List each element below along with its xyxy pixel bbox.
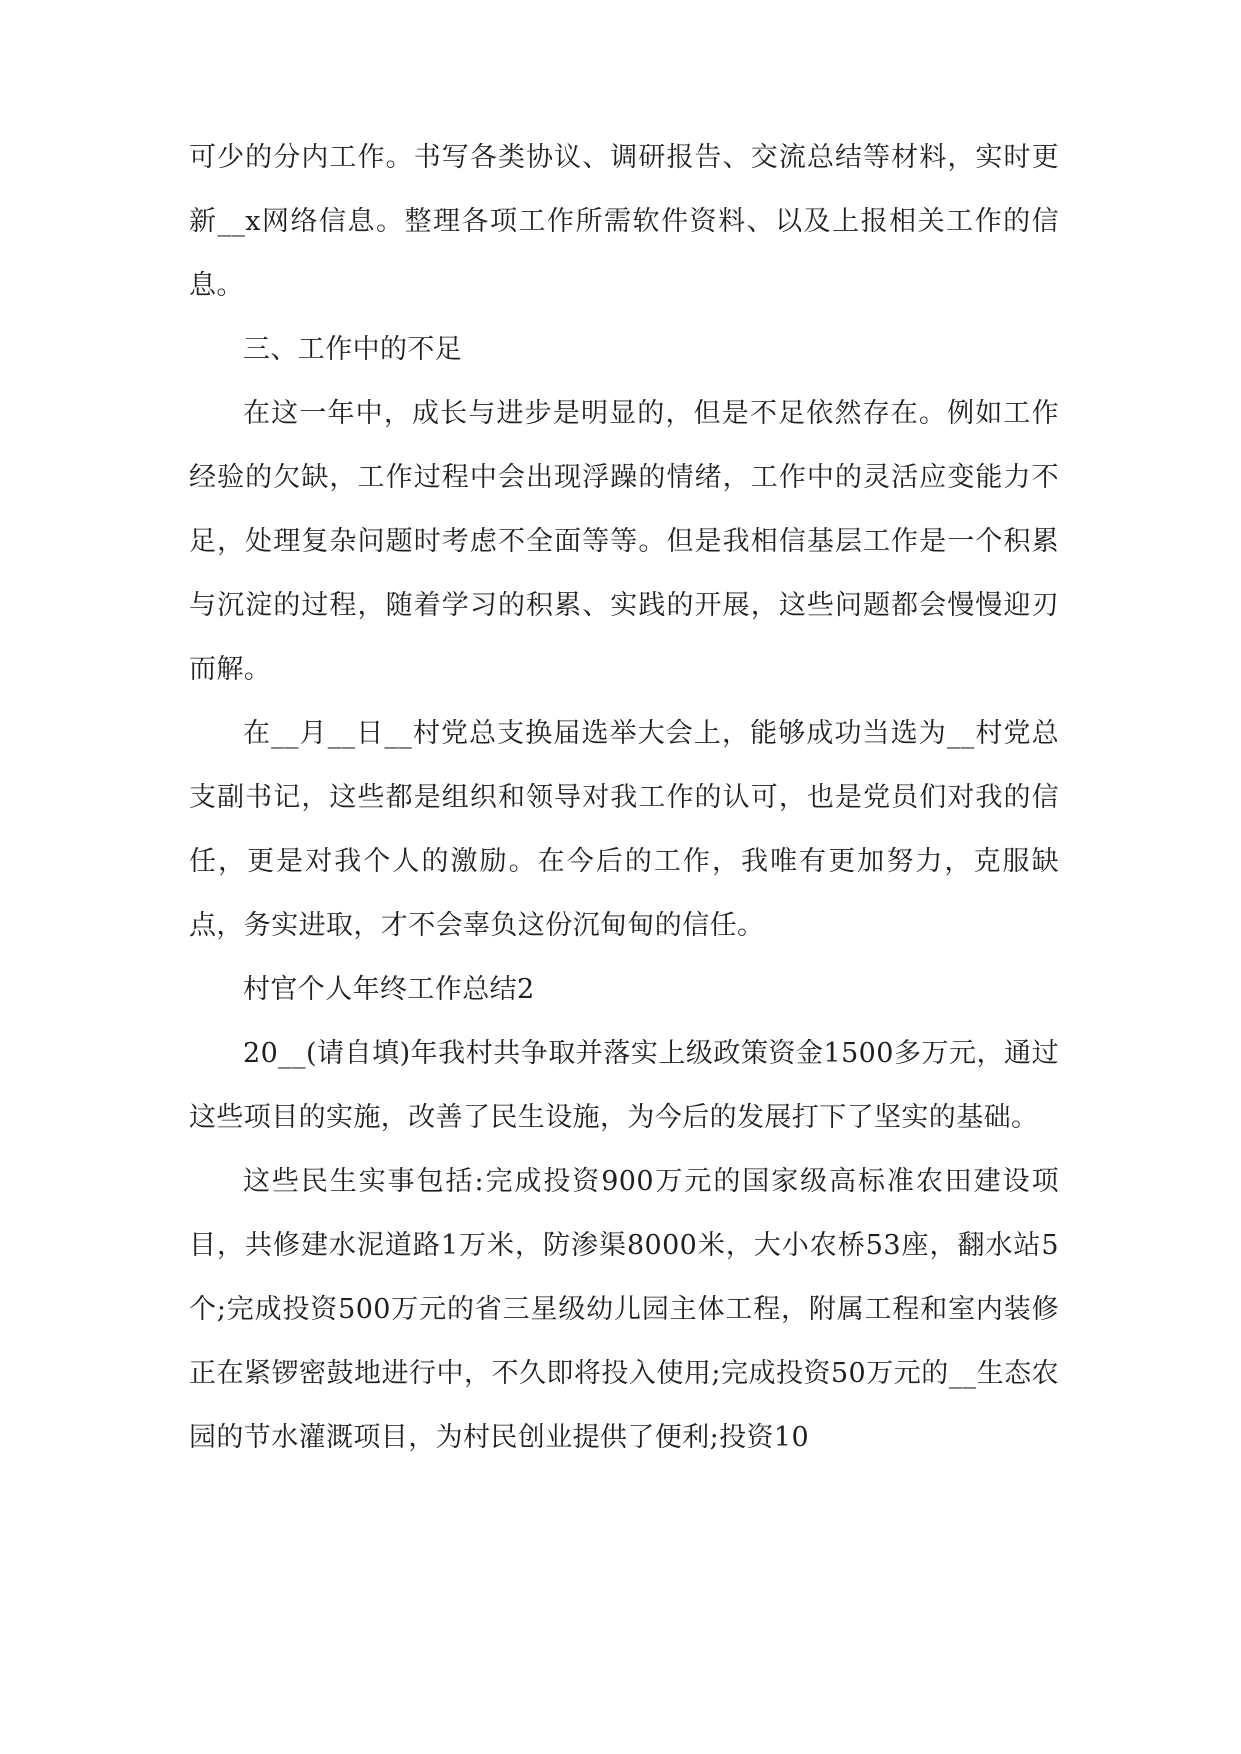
paragraph-funding: 20__(请自填)年我村共争取并落实上级政策资金1500多万元，通过这些项目的实施，改善了民生设施，为今后的发展打下了坚实的基础。 xyxy=(189,1038,1059,1133)
paragraph-shortcomings: 在这一年中，成长与进步是明显的，但是不足依然存在。例如工作经验的欠缺，工作过程中会出现浮躁的情绪，工作中的灵活应变能力不足，处理复杂问题时考虑不全面等等。但是我相信基层工作是一个积累与沉淀的过程，随着学习的积累、实践的开展，这些问题都会慢慢迎刃而解。 xyxy=(189,398,1059,685)
section-heading-shortcomings: 三、工作中的不足 xyxy=(243,334,463,365)
document-subtitle: 村官个人年终工作总结2 xyxy=(243,974,535,1005)
document-body xyxy=(189,126,1059,1470)
paragraph-continuation: 可少的分内工作。书写各类协议、调研报告、交流总结等材料，实时更新__x网络信息。整理各项工作所需软件资料、以及上报相关工作的信息。 xyxy=(189,142,1059,301)
paragraph-election: 在__月__日__村党总支换届选举大会上，能够成功当选为__村党总支副书记，这些都是组织和领导对我工作的认可，也是党员们对我的信任，更是对我个人的激励。在今后的工作，我唯有更加努力，克服缺点，务实进取，才不会辜负这份沉甸甸的信任。 xyxy=(189,718,1059,941)
paragraph-projects: 这些民生实事包括:完成投资900万元的国家级高标准农田建设项目，共修建水泥道路1万米，防渗渠8000米，大小农桥53座，翻水站5个;完成投资500万元的省三星级幼儿园主体工程，附属工程和室内装修正在紧锣密鼓地进行中，不久即将投入使用;完成投资50万元的__生态农园的节水灌溉项目，为村民创业提供了便利;投资10 xyxy=(189,1166,1059,1453)
